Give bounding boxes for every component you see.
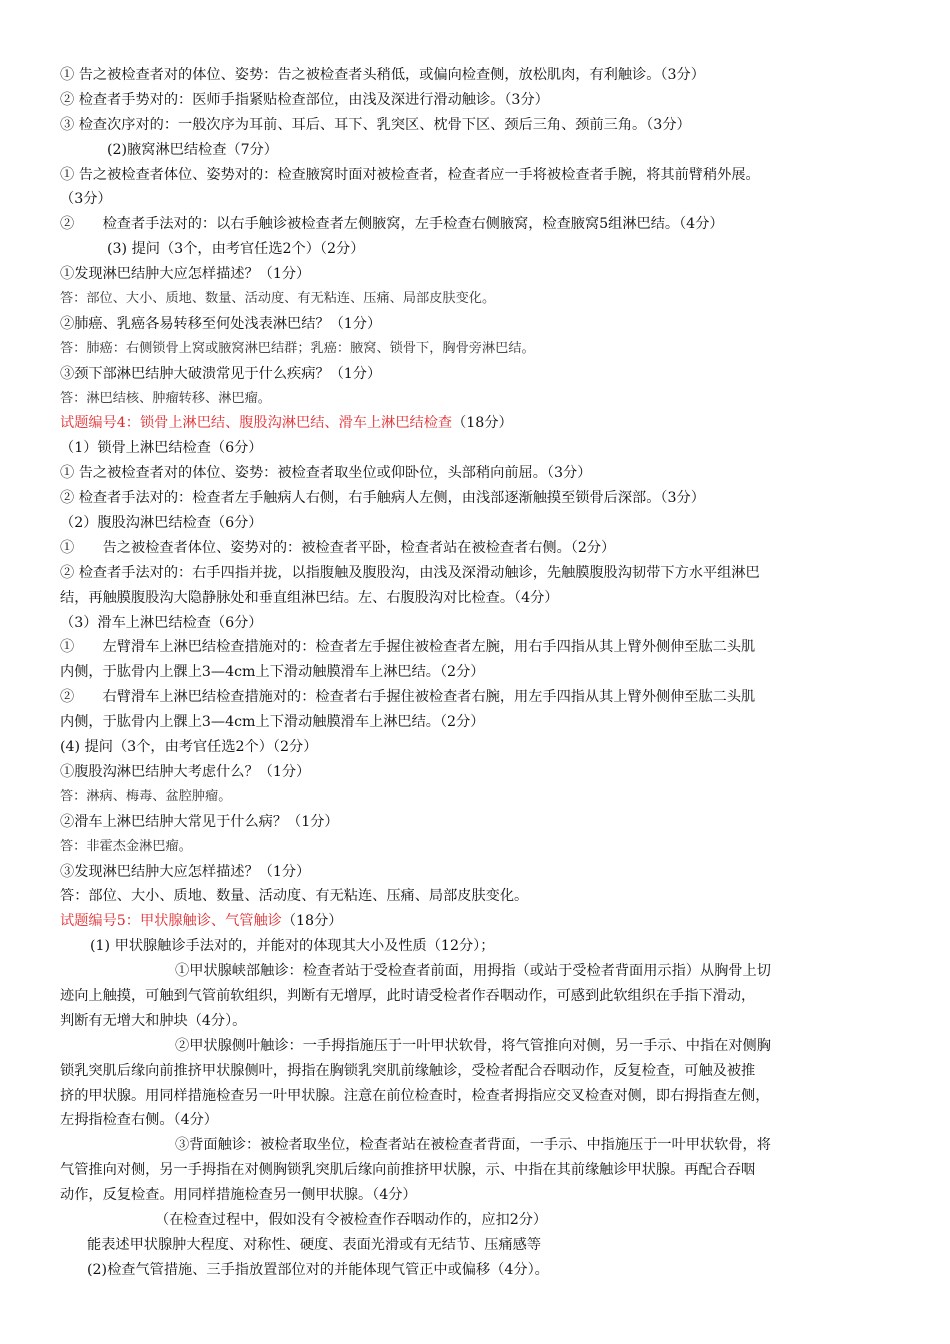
text-line xyxy=(60,212,910,237)
text-line xyxy=(60,1208,910,1233)
line-text: 答：淋巴结核、肿瘤转移、淋巴瘤。 xyxy=(60,390,271,406)
text-line xyxy=(60,934,910,959)
text-line xyxy=(60,860,910,885)
line-text: 答：非霍杰金淋巴瘤。 xyxy=(60,838,192,854)
text-line xyxy=(60,884,910,909)
text-line xyxy=(60,88,910,113)
line-text: ②滑车上淋巴结肿大常见于什么病？（1分） xyxy=(60,813,339,830)
line-text: 左拇指检查右侧。（4分） xyxy=(60,1112,218,1129)
line-text: ②甲状腺侧叶触诊：一手拇指施压于一叶甲状软骨，将气管推向对侧，另一手示、中指在对侧胸 xyxy=(175,1037,771,1054)
answer-line xyxy=(60,387,910,412)
text-line xyxy=(60,536,910,561)
line-text: ①腹股沟淋巴结肿大考虑什么？（1分） xyxy=(60,763,311,780)
line-text: （2）腹股沟淋巴结检查（6分） xyxy=(60,515,263,532)
line-text: ② 检查者手法对的：以右手触诊被检查者左侧腋窝，左手检查右侧腋窝，检查腋窝5组淋巴结。（4分） xyxy=(60,216,724,233)
line-text: (1) 甲状腺触诊手法对的，并能对的体现其大小及性质（12分）； xyxy=(90,938,495,955)
line-text: ② 检查者手法对的：检查者左手触病人右侧，右手触病人左侧，由浅部逐渐触摸至锁骨后深部。（3分） xyxy=(60,490,705,507)
line-text: 判断有无增大和肿块（4分）。 xyxy=(60,1012,247,1029)
text-line xyxy=(60,312,910,337)
text-line xyxy=(60,710,910,735)
text-line xyxy=(60,685,910,710)
line-text: 内侧，于肱骨内上髁上3—4cm上下滑动触膜滑车上淋巴结。（2分） xyxy=(60,664,485,681)
line-text: 能表述甲状腺肿大程度、对称性、硬度、表面光滑或有无结节、压痛感等 xyxy=(87,1236,542,1253)
line-text: ① 告之被检查者对的体位、姿势：告之被检查者头稍低，或偏向检查侧，放松肌肉，有利触诊。（3分） xyxy=(60,67,705,83)
line-text: ②肺癌、乳癌各易转移至何处浅表淋巴结？（1分） xyxy=(60,315,382,332)
text-line xyxy=(60,138,910,163)
line-text: 挤的甲状腺。用同样措施检查另一叶甲状腺。注意在前位检查时，检查者拇指应交叉检查对侧，即右拇指查左侧， xyxy=(60,1087,770,1104)
answer-line xyxy=(60,835,910,860)
answer-line xyxy=(60,287,910,312)
text-line xyxy=(60,436,910,461)
line-text: ② 右臂滑车上淋巴结检查措施对的：检查者右手握住被检查者右腕，用左手四指从其上臂外侧伸至肱二头肌 xyxy=(60,689,756,706)
line-text: 答：部位、大小、质地、数量、活动度、有无粘连、压痛、局部皮肤变化。 xyxy=(60,888,529,905)
text-line xyxy=(60,1034,910,1059)
heading-score: （18分） xyxy=(281,913,343,930)
line-text: (2)检查气管措施、三手指放置部位对的并能体现气管正中或偏移（4分）。 xyxy=(87,1261,549,1278)
line-text: （1）锁骨上淋巴结检查（6分） xyxy=(60,440,263,457)
text-line xyxy=(60,1059,910,1084)
text-line xyxy=(60,1158,910,1183)
line-text: 试题编号5：甲状腺触诊、气管触诊 xyxy=(60,913,282,930)
text-line xyxy=(60,1133,910,1158)
text-line xyxy=(60,262,910,287)
line-text: （3）滑车上淋巴结检查（6分） xyxy=(60,614,263,631)
line-text: 答：淋病、梅毒、盆腔肿瘤。 xyxy=(60,788,232,804)
answer-line xyxy=(60,785,910,810)
text-line xyxy=(60,163,910,188)
text-line xyxy=(60,187,910,212)
line-text: ①甲状腺峡部触诊：检查者站于受检查者前面，用拇指（或站于受检者背面用示指）从胸骨上切 xyxy=(175,963,771,980)
text-line xyxy=(60,586,910,611)
line-text: 答：肺癌：右侧锁骨上窝或腋窝淋巴结群；乳癌：腋窝、锁骨下，胸骨旁淋巴结。 xyxy=(60,340,535,356)
line-text: 试题编号4：锁骨上淋巴结、腹股沟淋巴结、滑车上淋巴结检查 xyxy=(60,415,453,432)
line-text: ① 告之被检查者对的体位、姿势：被检查者取坐位或仰卧位，头部稍向前屈。（3分） xyxy=(60,465,592,482)
text-line xyxy=(60,611,910,636)
text-line xyxy=(60,660,910,685)
line-text: 内侧，于肱骨内上髁上3—4cm上下滑动触膜滑车上淋巴结。（2分） xyxy=(60,714,485,731)
line-text: 迹向上触摸，可触到气管前软组织，判断有无增厚，此时请受检者作吞咽动作，可感到此软组织在手指下滑动， xyxy=(60,987,756,1004)
text-line xyxy=(60,959,910,984)
line-text: (3) 提问（3个，由考官任选2个）（2分） xyxy=(107,241,365,258)
line-text: ① 左臂滑车上淋巴结检查措施对的：检查者左手握住被检查者左腕，用右手四指从其上臂外侧伸至肱二头肌 xyxy=(60,639,756,656)
line-text: ① 告之被检查者体位、姿势对的：检查腋窝时面对被检查者，检查者应一手将被检查者手腕，将其前臂稍外展。 xyxy=(60,166,760,183)
line-text: ③背面触诊：被检者取坐位，检查者站在被检查者背面，一手示、中指施压于一叶甲状软骨，将 xyxy=(175,1137,771,1154)
line-text: 气管推向对侧，另一手拇指在对侧胸锁乳突肌后缘向前推挤甲状腺，示、中指在其前缘触诊甲状腺。再配合吞咽 xyxy=(60,1162,756,1179)
text-line xyxy=(60,237,910,262)
line-text: （3分） xyxy=(60,191,112,208)
text-line xyxy=(60,113,910,138)
text-line xyxy=(60,461,910,486)
exam-item-heading xyxy=(60,909,910,934)
text-line xyxy=(60,1108,910,1133)
line-text: ① 告之被检查者体位、姿势对的：被检查者平卧，检查者站在被检查者右侧。（2分） xyxy=(60,539,616,556)
text-line xyxy=(60,511,910,536)
exam-item-heading xyxy=(60,411,910,436)
line-text: ② 检查者手法对的：右手四指并拢，以指腹触及腹股沟，由浅及深滑动触诊，先触膜腹股沟韧带下方水平组淋巴 xyxy=(60,564,760,581)
line-text: ③发现淋巴结肿大应怎样描述？（1分） xyxy=(60,863,311,880)
line-text: ③颈下部淋巴结肿大破溃常见于什么疾病？（1分） xyxy=(60,365,382,382)
text-line xyxy=(60,561,910,586)
text-line xyxy=(60,63,910,88)
line-text: 动作，反复检查。用同样措施检查另一侧甲状腺。（4分） xyxy=(60,1187,417,1204)
text-line xyxy=(60,810,910,835)
answer-line xyxy=(60,337,910,362)
text-line xyxy=(60,362,910,387)
document-body xyxy=(60,63,910,1283)
line-text: (2)腋窝淋巴结检查（7分） xyxy=(107,141,278,158)
text-line xyxy=(60,635,910,660)
line-text: ①发现淋巴结肿大应怎样描述？（1分） xyxy=(60,266,311,283)
line-text: 答：部位、大小、质地、数量、活动度、有无粘连、压痛、局部皮肤变化。 xyxy=(60,291,496,307)
text-line xyxy=(60,486,910,511)
text-line xyxy=(60,1009,910,1034)
text-line xyxy=(60,1233,910,1258)
text-line xyxy=(60,984,910,1009)
line-text: 结，再触膜腹股沟大隐静脉处和垂直组淋巴结。左、右腹股沟对比检查。（4分） xyxy=(60,589,559,606)
text-line xyxy=(60,1258,910,1283)
line-text: （在检查过程中，假如没有令被检查作吞咽动作的，应扣2分） xyxy=(155,1211,548,1228)
text-line xyxy=(60,1183,910,1208)
line-text: ② 检查者手势对的：医师手指紧贴检查部位，由浅及深进行滑动触诊。（3分） xyxy=(60,91,549,108)
text-line xyxy=(60,735,910,760)
line-text: (4) 提问（3个，由考官任选2个）（2分） xyxy=(60,739,318,756)
line-text: ③ 检查次序对的：一般次序为耳前、耳后、耳下、乳突区、枕骨下区、颈后三角、颈前三角。（3分） xyxy=(60,116,691,133)
text-line xyxy=(60,760,910,785)
line-text: 锁乳突肌后缘向前推挤甲状腺侧叶，拇指在胸锁乳突肌前缘触诊，受检者配合吞咽动作，反复检查，可触及被推 xyxy=(60,1062,756,1079)
heading-score: （18分） xyxy=(452,415,513,432)
text-line xyxy=(60,1084,910,1109)
